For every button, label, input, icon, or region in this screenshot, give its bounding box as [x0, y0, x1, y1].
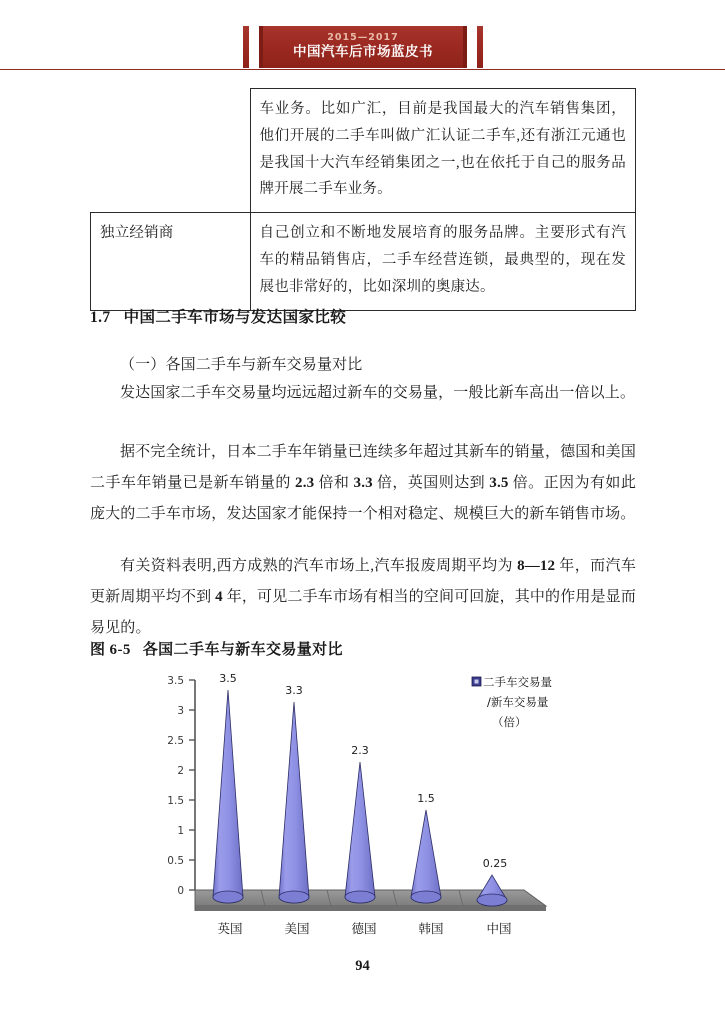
- table-row: [91, 89, 636, 213]
- paragraph-3: [90, 551, 636, 644]
- banner-year-range: 2015—2017: [327, 32, 399, 44]
- y-tick-label: 3.5: [167, 675, 184, 687]
- banner-bar-left: [259, 26, 263, 68]
- legend-label-line: /新车交易量: [487, 695, 549, 709]
- paragraph-2-value-usa: 3.3: [353, 475, 373, 492]
- table-cell-description: 自己创立和不断地发展培育的服务品牌。主要形式有汽车的精品销售店，二手车经营连锁，最典型的，现在发展也非常好的，比如深圳的奥康达。: [250, 213, 636, 310]
- y-tick-label: 0.5: [167, 855, 184, 867]
- cone-bar: [213, 690, 243, 903]
- banner-text-group: [269, 26, 457, 68]
- subsection-heading: （一）各国二手车与新车交易量对比: [120, 357, 363, 373]
- section-heading: [90, 305, 346, 327]
- figure-caption: [90, 638, 343, 659]
- y-tick-label: 0: [177, 885, 184, 897]
- page-header-banner: [0, 26, 725, 72]
- y-tick-label: 1.5: [167, 795, 184, 807]
- paragraph-1: 发达国家二手车交易量均远远超过新车的交易量，一般比新车高出一倍以上。: [120, 385, 636, 401]
- table-row: [91, 213, 636, 310]
- figure-caption-text: 各国二手车与新车交易量对比: [142, 642, 343, 658]
- section-number: 1.7: [90, 309, 111, 326]
- y-tick-label: 3: [177, 705, 184, 717]
- chart-y-tick-labels: [167, 675, 184, 897]
- paragraph-3-part-a: 有关资料表明,西方成熟的汽车市场上,汽车报废周期平均为: [120, 558, 518, 574]
- cone-bar: [345, 762, 375, 903]
- banner-notch-left: [249, 26, 259, 68]
- paragraph-2-part-g: 倍。正因为有如此庞大的二手车市场，发达国家才能保持一个相对稳定、规模巨大的新车销售市场。: [90, 475, 636, 523]
- page-number: 94: [355, 958, 370, 974]
- x-tick-label: 美国: [284, 921, 310, 936]
- paragraph-3-value-renew-cycle: 4: [215, 589, 223, 606]
- paragraph-2-part-c: 倍和: [314, 475, 354, 492]
- x-tick-label: 中国: [486, 921, 512, 936]
- paragraph-3-value-scrap-cycle: 8—12: [517, 558, 556, 574]
- chart-x-tick-labels: [217, 921, 511, 936]
- legend-label-line: 二手车交易量: [483, 675, 552, 689]
- cone-bar: [279, 702, 309, 903]
- table-cell-description: 车业务。比如广汇，目前是我国最大的汽车销售集团，他们开展的二手车叫做广汇认证二手车,还有浙江元通也是我国十大汽车经销集团之一,也在依托于自己的服务品牌开展二手车业务。: [250, 89, 636, 213]
- x-tick-label: 韩国: [418, 921, 444, 936]
- data-label: 3.3: [285, 684, 303, 697]
- paragraph-3-part-e: 年，可见二手车市场有相当的空间可回旋，其中的作用是显而易见的。: [90, 589, 636, 637]
- y-tick-label: 2: [177, 765, 184, 777]
- banner-notch-right: [467, 26, 477, 68]
- chart-y-axis: [189, 680, 195, 890]
- section-title: 中国二手车市场与发达国家比较: [123, 309, 347, 326]
- paragraph-2-part-a: 据不完全统计，日本二手车年销量已连续多年超过其新车的销量，德国和美国二手车年销量已是新车销量的: [90, 444, 636, 492]
- data-label: 0.25: [482, 857, 508, 870]
- paragraph-2-part-e: 倍，英国则达到: [372, 475, 490, 492]
- table-cell-label: 独立经销商: [91, 213, 251, 310]
- figure-number: 图 6-5: [90, 642, 131, 658]
- chart-cones: [213, 690, 507, 906]
- legend-label-line: （倍）: [492, 715, 527, 729]
- cone-bar: [411, 810, 441, 903]
- paragraph-2-value-germany: 2.3: [295, 475, 315, 492]
- header-rule: [0, 69, 725, 70]
- header-red-plate: [243, 26, 483, 68]
- data-label: 3.5: [219, 672, 237, 685]
- banner-bar-right: [463, 26, 467, 68]
- chart-legend: [472, 675, 552, 729]
- data-label: 2.3: [351, 744, 369, 757]
- y-tick-label: 2.5: [167, 735, 184, 747]
- x-tick-label: 德国: [351, 921, 377, 936]
- y-tick-label: 1: [177, 825, 184, 837]
- chart-svg: [150, 668, 600, 948]
- table-cell-label: [91, 89, 251, 213]
- data-label: 1.5: [417, 792, 435, 805]
- paragraph-2: [90, 437, 636, 530]
- cone-chart: [150, 668, 600, 948]
- paragraph-2-value-uk: 3.5: [489, 475, 509, 492]
- x-tick-label: 英国: [217, 921, 243, 936]
- banner-book-title: 中国汽车后市场蓝皮书: [293, 43, 433, 60]
- legend-marker-inner-icon: [475, 680, 479, 684]
- dealer-types-table: [90, 88, 636, 311]
- paragraph-3-part-c: 年，而汽车更新周期平均不到: [90, 558, 637, 606]
